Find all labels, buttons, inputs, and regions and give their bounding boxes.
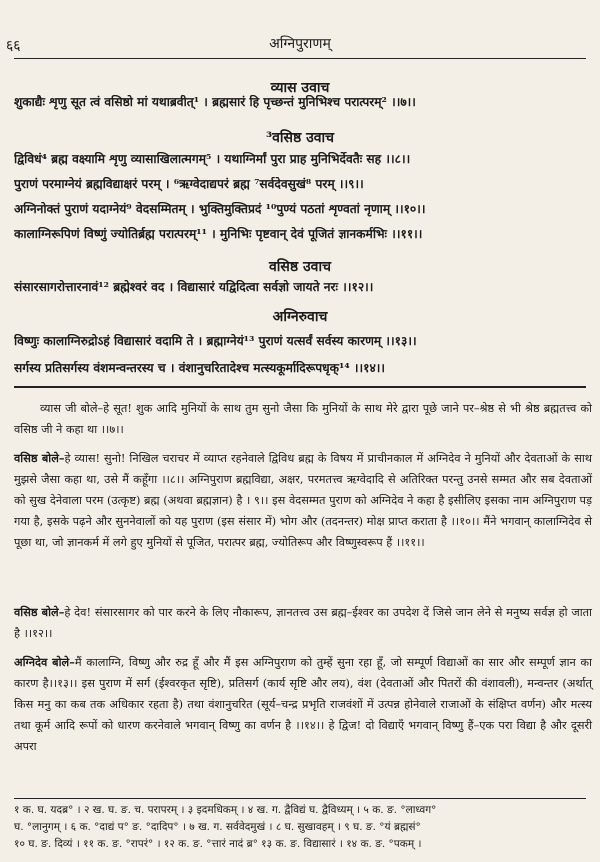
verse-9: पुराणं परमाग्नेयं ब्रह्मविद्याक्षरं परम् । ⁶ऋग्वेदाद्यपरं ब्रह्म ⁷सर्वदेवसुखं⁸ परम् ।।९।। (14, 177, 364, 191)
page-header (0, 32, 600, 56)
verse-14: सर्गस्य प्रतिसर्गस्य वंशमन्वन्तरस्य च । वंशानुचरितादेश्च मत्स्यकूर्मादिरूपधृक्¹⁴ ।।१४।। (14, 361, 386, 375)
footnote-rule (14, 798, 586, 799)
footnote-line-1: १ क. घ. यदब्र° । २ ख. घ. ङ. च. परापरम् । ३ इदमधिकम् । ४ ख. ग. द्वैविद्यं घ. द्वैविध्यम् । ५ क. ङ. °लाध्वग° (14, 804, 437, 816)
section-divider (14, 386, 586, 388)
verse-13: विष्णुः कालाग्निरुद्रोऽहं विद्यासारं वदामि ते । ब्रह्माग्नेयं¹³ पुराणं यत्सर्वं सर्वस्य कारणम् ।।१३।। (14, 334, 417, 348)
speaker-label: वसिष्ठ बोले– (14, 451, 65, 465)
translation-para-3 (14, 602, 592, 644)
speaker-label: अग्निदेव बोले– (14, 655, 75, 669)
translation-text: हे देव! संसारसागर को पार करने के लिए नौकारूप, ज्ञानतत्त्व उस ब्रह्म–ईश्वर का उपदेश दें जिसे जान लेने से मनुष्य सर्वज्ञ हो जाता है ।।१२।। (14, 606, 592, 640)
heading-vasishtha: ³वसिष्ठ उवाच (265, 130, 335, 146)
translation-para-2 (14, 448, 592, 553)
verse-8: द्विविधं⁴ ब्रह्म वक्ष्यामि शृणु व्यासाखिलात्मगम्⁵ । यथाग्निर्मां पुरा प्राह मुनिभिर्देवतैः सह ।।८।। (14, 152, 411, 166)
verse-7: शुकाद्यैः शृणु सूत त्वं वसिष्ठो मां यथाब्रवीत्¹ । ब्रह्मसारं हि पृच्छन्तं मुनिभिश्च परात्परम्² ।।७।। (14, 95, 416, 109)
heading-agni: अग्निरुवाच (272, 309, 328, 325)
footnote-line-2: घ. °लानुगम् । ६ क. °दाद्यं प° ङ. °दादिप° । ७ ख. ग. सर्ववेदमुखं । ८ घ. सुखावहम् । ९ घ. ङ. °यं ब्रह्मसं° (14, 821, 421, 833)
heading-vyasa: व्यास उवाच (270, 80, 330, 96)
verse-10: अग्निनोक्तं पुराणं यदाग्नेयं⁹ वेदसम्मितम् । भुक्तिमुक्तिप्रदं ¹⁰पुण्यं पठतां शृण्वतां नृणाम् ।।१०।। (14, 202, 426, 216)
footnote-line-3: १० घ. ङ. दिव्यं । ११ क. ङ. °रापरं° । १२ क. ङ. °त्तारं नादं ब्र° १३ क. ङ. विद्यासारं । १४ क. ङ. °पकम् । (14, 838, 422, 850)
verse-11: कालाग्निरूपिणं विष्णुं ज्योतिर्ब्रह्म परात्परम्¹¹ । मुनिभिः पृष्टवान् देवं पूजितं ज्ञानकर्मभिः ।।११।। (14, 227, 423, 241)
translation-text: हे व्यास! सुनो! निखिल चराचर में व्याप्त रहनेवाले द्विविध ब्रह्म के विषय में प्राचीनकाल में अग्निदेव ने मुनियों और देवताओं के साथ मुझसे जैसा कहा था, उसे मैं कहूँगा ।।८।। अग्निपुराण ब्रह्मविद्या, अक्षर, परमतत्त्व ऋग्वेदादि से अतिरिक्त परन्तु उनसे सम्मत और सब देवताओं को सुख देनेवाला परम (उत्कृष्ट) ब्रह्म (अथवा ब्रह्मज्ञान) है । ९।। इस वेदसम्मत पुराण को अग्निदेव ने कहा है इसीलिए इसका नाम अग्निपुराण पड़ गया है, इसके पढ़ने और सुननेवालों को यह पुराण (इस संसार में) भोग और (तदनन्तर) मोक्ष प्राप्त कराता है ।।१०।। मैंने भगवान् कालाग्निदेव से पूछा था, जो ज्ञानकर्म में लगे हुए मुनियों से पूजित, परात्पर ब्रह्म, ज्योतिरूप और विष्णुस्वरूप हैं ।।११।। (14, 452, 592, 549)
running-title: अग्निपुराणम् (269, 36, 331, 52)
translation-text: मैं कालाग्नि, विष्णु और रुद्र हूँ और मैं इस अग्निपुराण को तुम्हें सुना रहा हूँ, जो सम्पूर्ण विद्याओं का सार और सम्पूर्ण ज्ञान का कारण है।।१३।। इस पुराण में सर्ग (ईश्वरकृत सृष्टि), प्रतिसर्ग (कार्य सृष्टि और लय), वंश (देवताओं और पितरों की वंशावली), मन्वन्तर (अर्थात् किस मनु का कब तक अधिकार रहता है) तथा वंशानुचरित (सूर्य–चन्द्र प्रभृति राजवंशों में उत्पन्न होनेवाले राजाओं के संक्षिप्त वर्णन) और मत्स्य तथा कूर्म आदि रूपों को धारण करनेवाले भगवान् विष्णु का वर्णन है ।।१४।। हे द्विज! दो विद्याएँ भगवान् विष्णु हैं–एक परा विद्या है और दूसरी अपरा (14, 656, 592, 753)
page-number: ६६ (6, 38, 21, 54)
translation-para-1: व्यास जी बोले–हे सूत! शुक आदि मुनियों के साथ तुम सुनो जैसा कि मुनियों के साथ मेरे द्वारा पूछे जाने पर–श्रेष्ठ से भी श्रेष्ठ ब्रह्मतत्त्व को वसिष्ठ जी ने कहा था ।।७।। (14, 402, 592, 436)
header-rule (14, 58, 586, 59)
translation-para-4 (14, 652, 592, 757)
speaker-label: वसिष्ठ बोले– (14, 605, 65, 619)
heading-vasishtha-2: वसिष्ठ उवाच (269, 259, 331, 275)
verse-12: संसारसागरोत्तारनावं¹² ब्रह्मेश्वरं वद । विद्यासारं यद्विदित्वा सर्वज्ञो जायते नरः ।।१२।। (14, 280, 374, 294)
